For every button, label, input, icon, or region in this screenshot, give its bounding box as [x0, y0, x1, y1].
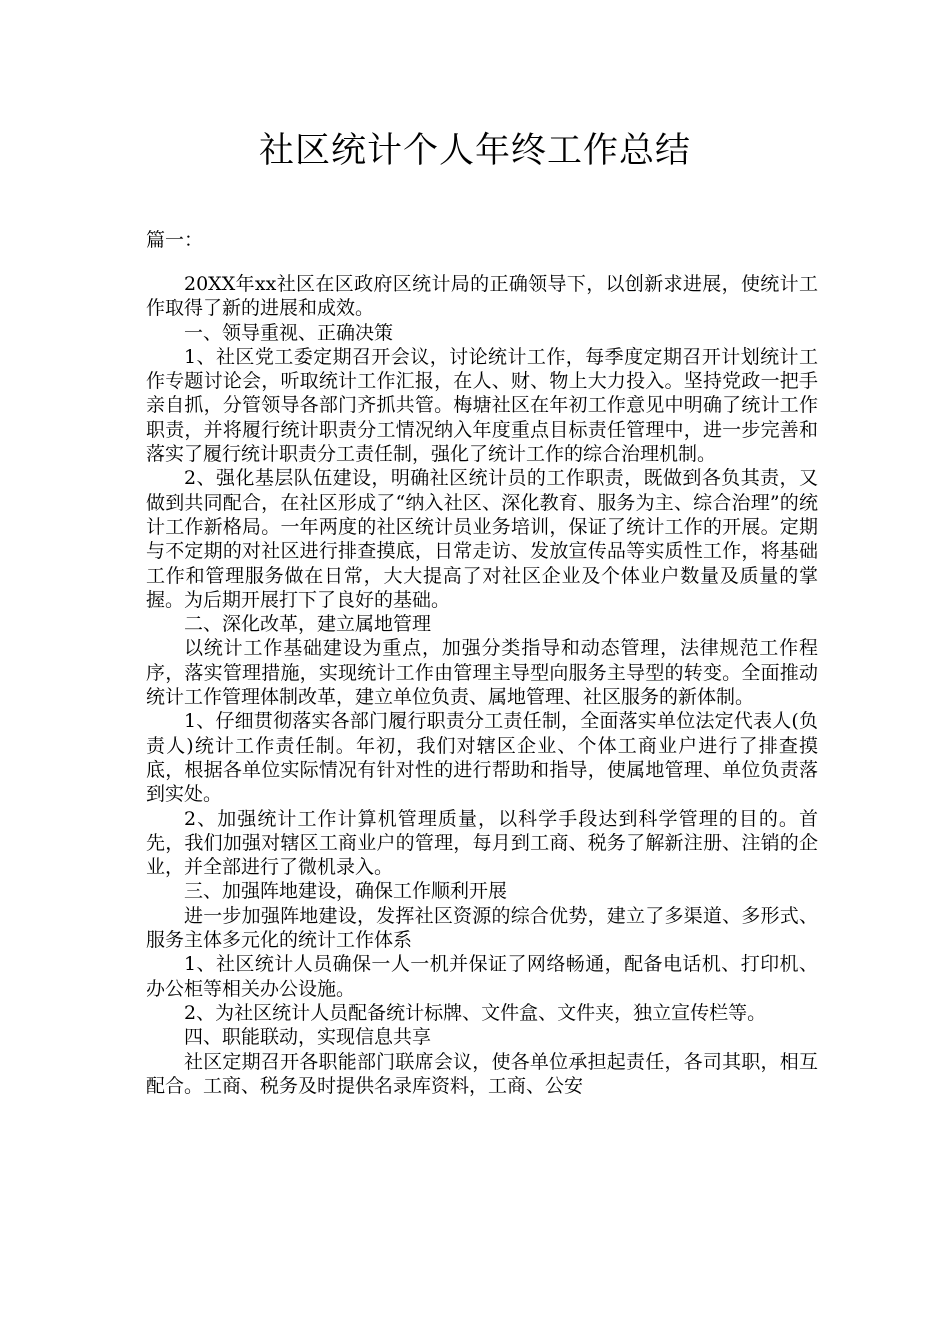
body-paragraph: 1、社区统计人员确保一人一机并保证了网络畅通，配备电话机、打印机、办公柜等相关办公设施。	[146, 953, 818, 1000]
body-paragraph: 2、强化基层队伍建设，明确社区统计员的工作职责，既做到各负其责，又做到共同配合，在社区形成了“纳入社区、深化教育、服务为主、综合治理”的统计工作新格局。一年两度的社区统计员业务培训，保证了统计工作的开展。定期与不定期的对社区进行排查摸底，日常走访、发放宣传品等实质性工作，将基础工作和管理服务做在日常，大大提高了对社区企业及个体业户数量及质量的掌握。为后期开展打下了良好的基础。	[146, 467, 818, 611]
section-heading: 二、深化改革，建立属地管理	[184, 613, 432, 636]
section-heading: 四、职能联动，实现信息共享	[184, 1026, 432, 1049]
section-label: 篇一：	[146, 229, 204, 251]
section-heading: 三、加强阵地建设，确保工作顺利开展	[184, 880, 508, 903]
body-paragraph: 1、社区党工委定期召开会议，讨论统计工作，每季度定期召开计划统计工作专题讨论会，听取统计工作汇报，在人、财、物上大力投入。坚持党政一把手亲自抓，分管领导各部门齐抓共管。梅塘社区在年初工作意见中明确了统计工作职责，并将履行统计职责分工情况纳入年度重点目标责任管理中，进一步完善和落实了履行统计职责分工责任制，强化了统计工作的综合治理机制。	[146, 345, 818, 466]
document-title: 社区统计个人年终工作总结	[258, 131, 691, 171]
body-paragraph: 2、为社区统计人员配备统计标牌、文件盒、文件夹，独立宣传栏等。	[184, 1001, 767, 1024]
body-paragraph: 20XX年xx社区在区政府区统计局的正确领导下，以创新求进展，使统计工作取得了新的进展和成效。	[146, 273, 818, 320]
body-paragraph: 2、加强统计工作计算机管理质量，以科学手段达到科学管理的目的。首先，我们加强对辖区工商业户的管理，每月到工商、税务了解新注册、注销的企业，并全部进行了微机录入。	[146, 807, 818, 879]
section-heading: 一、领导重视、正确决策	[184, 321, 394, 344]
body-paragraph: 进一步加强阵地建设，发挥社区资源的综合优势，建立了多渠道、多形式、服务主体多元化的统计工作体系	[146, 904, 818, 952]
body-paragraph: 1、仔细贯彻落实各部门履行职责分工责任制，全面落实单位法定代表人(负责人)统计工作责任制。年初，我们对辖区企业、个体工商业户进行了排查摸底，根据各单位实际情况有针对性的进行帮助和指导，使属地管理、单位负责落到实处。	[146, 710, 818, 806]
body-paragraph: 社区定期召开各职能部门联席会议，使各单位承担起责任，各司其职，相互配合。工商、税务及时提供名录库资料，工商、公安	[146, 1050, 818, 1097]
document-body	[146, 272, 818, 1098]
body-paragraph: 以统计工作基础建设为重点，加强分类指导和动态管理，法律规范工作程序，落实管理措施，实现统计工作由管理主导型向服务主导型的转变。全面推动统计工作管理体制改革，建立单位负责、属地管理、社区服务的新体制。	[146, 637, 818, 709]
